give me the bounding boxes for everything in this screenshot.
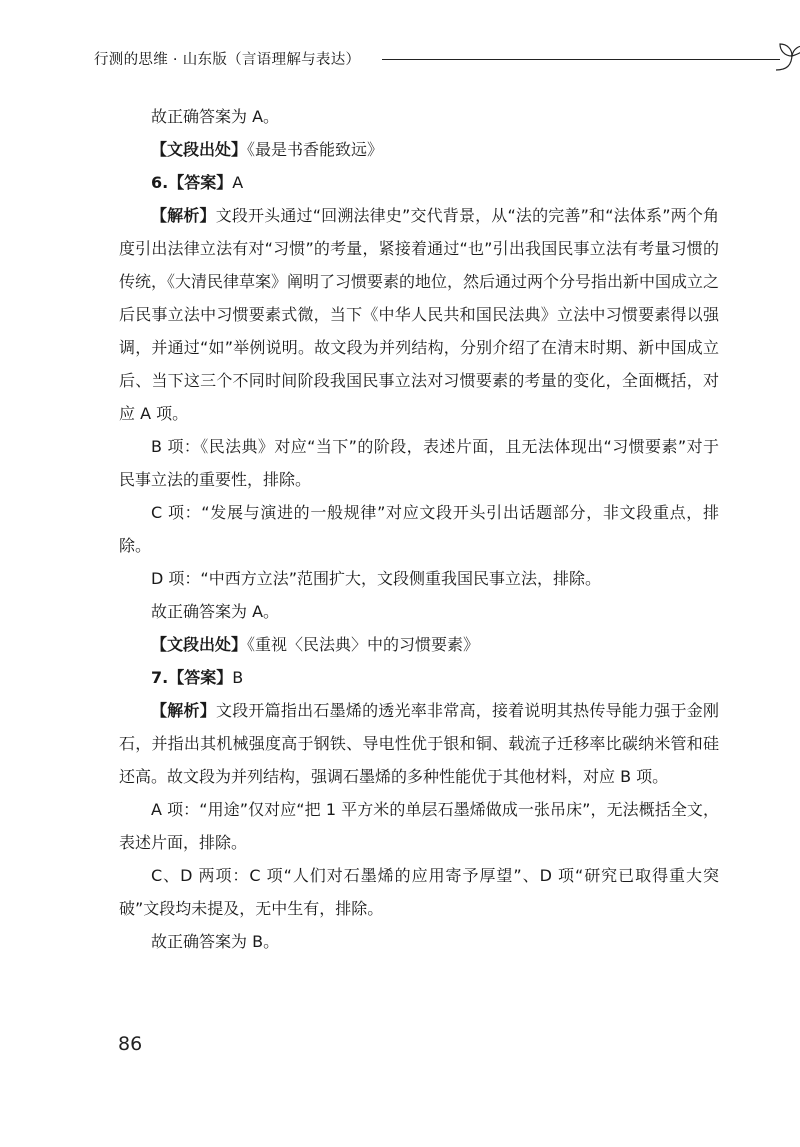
question-7-answer: 7.【答案】B <box>151 668 244 687</box>
paragraph-answer-1: 故正确答案为 A。 <box>151 107 280 126</box>
page-number: 86 <box>118 1033 143 1055</box>
question-6-option-c: C 项：“发展与演进的一般规律”对应文段开头引出话题部分，非文段重点，排除。 <box>119 503 719 555</box>
header-title: 行测的思维 · 山东版（言语理解与表达） <box>94 52 361 68</box>
question-7-option-a: A 项：“用途”仅对应“把 1 平方米的单层石墨烯做成一张吊床”，无法概括全文，表述片面，排除。 <box>119 800 719 852</box>
main-content <box>119 100 719 958</box>
header-rule <box>382 59 780 60</box>
question-7-option-cd: C、D 两项：C 项“人们对石墨烯的应用寄予厚望”、D 项“研究已取得重大突破”文段均未提及，无中生有，排除。 <box>119 866 719 918</box>
paragraph-source-1: 【文段出处】《最是书香能致远》 <box>151 140 384 159</box>
question-6-conclusion: 故正确答案为 A。 <box>151 602 280 621</box>
question-7-conclusion: 故正确答案为 B。 <box>151 932 280 951</box>
question-6-source: 【文段出处】《重视〈民法典〉中的习惯要素》 <box>151 635 480 654</box>
question-7-analysis: 【解析】文段开篇指出石墨烯的透光率非常高，接着说明其热传导能力强于金刚石，并指出其机械强度高于钢铁、导电性优于银和铜、载流子迁移率比碳纳米管和硅还高。故文段为并列结构，强调石墨烯的多种性能优于其他材料，对应 B 项。 <box>119 701 719 786</box>
question-6-option-d: D 项：“中西方立法”范围扩大，文段侧重我国民事立法，排除。 <box>151 569 601 588</box>
question-6-answer: 6.【答案】A <box>151 173 244 192</box>
sprout-icon <box>770 40 800 74</box>
question-6-option-b: B 项：《民法典》对应“当下”的阶段，表述片面，且无法体现出“习惯要素”对于民事立法的重要性，排除。 <box>119 437 719 489</box>
running-header <box>94 40 734 80</box>
question-6-analysis: 【解析】文段开头通过“回溯法律史”交代背景，从“法的完善”和“法体系”两个角度引出法律立法有对“习惯”的考量，紧接着通过“也”引出我国民事立法有考量习惯的传统，《大清民律草案》阐明了习惯要素的地位，然后通过两个分号指出新中国成立之后民事立法中习惯要素式微，当下《中华人民共和国民法典》立法中习惯要素得以强调，并通过“如”举例说明。故文段为并列结构，分别介绍了在清末时期、新中国成立后、当下这三个不同时间阶段我国民事立法对习惯要素的考量的变化，全面概括，对应 A 项。 <box>119 206 720 423</box>
